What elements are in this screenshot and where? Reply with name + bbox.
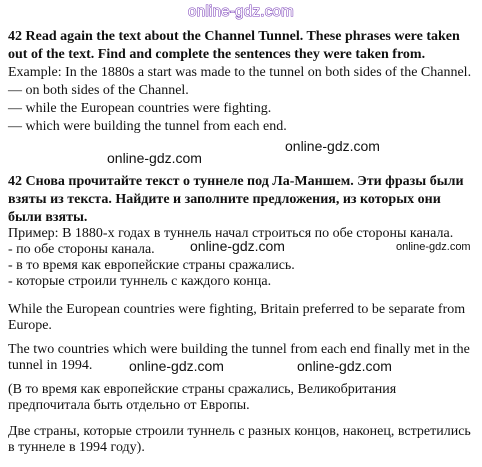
task-en-item-1: — on both sides of the Channel. — [8, 83, 189, 98]
task-ru-heading-line-1: 42 Снова прочитайте текст о туннеле под Ла-Маншем. Эти фразы были — [8, 174, 464, 189]
task-en-item-2: — while the European countries were fighting. — [8, 101, 272, 116]
watermark: online-gdz.com — [129, 358, 224, 374]
answer-en-1-line-1: While the European countries were fighting, Britain preferred to be separate from — [8, 302, 466, 317]
task-en-example: Example: In the 1880s a start was made to the tunnel on both sides of the Channel. — [8, 65, 472, 80]
answer-ru-1-line-2: предпочитала быть отдельно от Европы. — [8, 398, 250, 413]
answer-en-2-line-2: tunnel in 1994. — [8, 358, 93, 373]
task-ru-heading-line-3: были взяты. — [8, 210, 88, 225]
answer-ru-2-line-1: Две страны, которые строили туннель с разных концов, наконец, встретились — [8, 424, 471, 439]
task-ru-example: Пример: В 1880-х годах в туннель начал строиться по обе стороны канала. — [8, 226, 454, 241]
watermark: online-gdz.com — [107, 150, 202, 166]
answer-ru-2-line-2: в туннеле в 1994 году). — [8, 440, 145, 455]
task-en-item-3: — which were building the tunnel from each end. — [8, 119, 287, 134]
task-ru-item-1: - по обе стороны канала. — [8, 242, 155, 257]
answer-en-2-line-1: The two countries which were building the tunnel from each end finally met in the — [8, 342, 470, 357]
site-banner[interactable]: online-gdz.com — [188, 3, 294, 20]
task-ru-item-3: - которые строили туннель с каждого конца. — [8, 274, 272, 289]
watermark: online-gdz.com — [285, 138, 380, 154]
task-ru-heading-line-2: взяты из текста. Найдите и заполните предложения, из которых они — [8, 192, 441, 207]
answer-ru-1-line-1: (В то время как европейские страны сражались, Великобритания — [8, 382, 397, 397]
watermark: online-gdz.com — [396, 241, 471, 253]
task-en-heading-line-2: out of the text. Find and complete the sentences they were taken from. — [8, 47, 426, 62]
answer-en-1-line-2: Europe. — [8, 318, 52, 333]
watermark: online-gdz.com — [297, 358, 392, 374]
watermark: online-gdz.com — [190, 238, 285, 254]
task-ru-item-2: - в то время как европейские страны сражались. — [8, 258, 295, 273]
task-en-heading-line-1: 42 Read again the text about the Channel Tunnel. These phrases were taken — [8, 29, 460, 44]
